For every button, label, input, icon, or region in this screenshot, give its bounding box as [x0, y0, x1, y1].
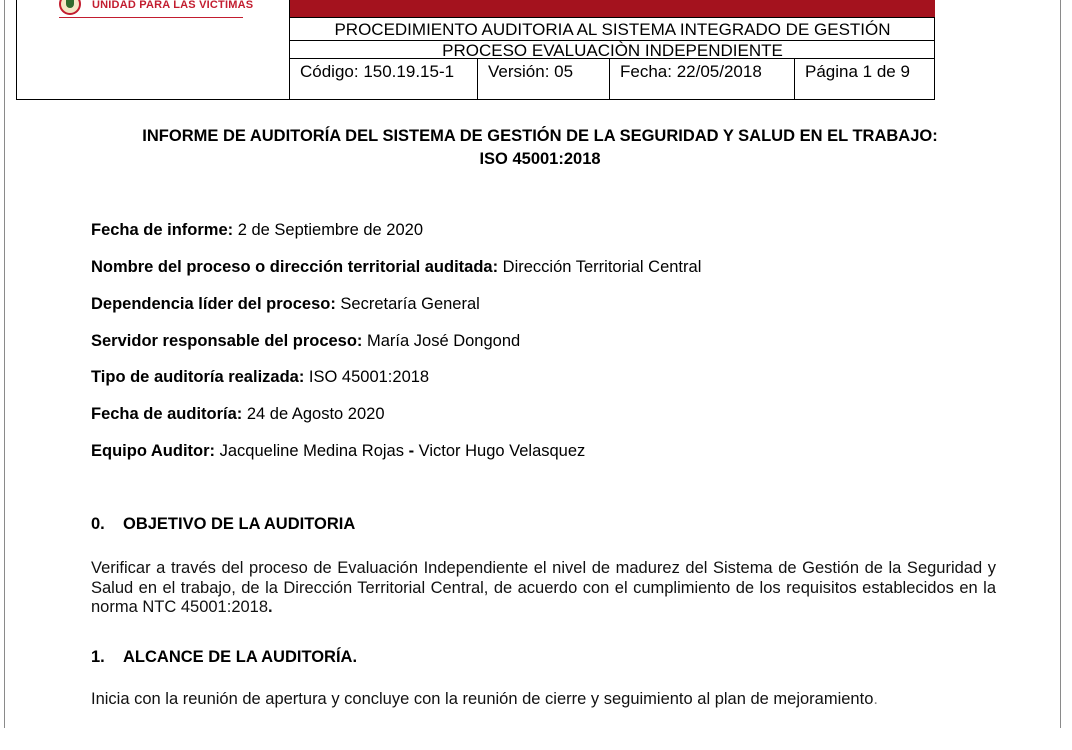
section-alcance-heading — [91, 648, 357, 667]
section-objetivo-text — [91, 559, 996, 618]
document-header-table — [16, 0, 935, 100]
field-label: Fecha de informe: — [91, 221, 234, 239]
field-servidor — [91, 332, 520, 351]
section-number: 1. — [91, 648, 105, 666]
page-edge-left — [4, 0, 5, 728]
field-equipo-auditor — [91, 442, 585, 461]
field-value: Jacqueline Medina Rojas — [215, 442, 409, 460]
paragraph-end: . — [268, 598, 273, 616]
header-process-title: PROCESO EVALUACIÒN INDEPENDIENTE — [290, 41, 935, 59]
report-title — [60, 125, 1020, 171]
field-proceso-auditado — [91, 258, 701, 277]
field-label: Nombre del proceso o dirección territorial auditada: — [91, 258, 499, 276]
section-alcance-text — [91, 690, 996, 710]
field-separator: - — [408, 442, 415, 460]
paragraph-text: Inicia con la reunión de apertura y concluye con la reunión de cierre y seguimiento al plan de mejoramiento — [91, 690, 874, 708]
section-title: ALCANCE DE LA AUDITORÍA. — [123, 648, 358, 666]
field-value: Victor Hugo Velasquez — [414, 442, 586, 460]
field-value: 24 de Agosto 2020 — [242, 405, 385, 423]
logo-underline — [59, 17, 243, 18]
header-fecha: Fecha: 22/05/2018 — [610, 59, 795, 99]
field-label: Fecha de auditoría: — [91, 405, 243, 423]
field-value: 2 de Septiembre de 2020 — [233, 221, 424, 239]
logo-text: UNIDAD PARA LAS VÍCTIMAS — [92, 0, 254, 11]
field-label: Tipo de auditoría realizada: — [91, 368, 305, 386]
coat-of-arms-icon — [59, 0, 81, 15]
header-pagina: Página 1 de 9 — [805, 62, 910, 81]
section-objetivo-heading — [91, 515, 355, 534]
field-value: Secretaría General — [335, 295, 480, 313]
field-label: Dependencia líder del proceso: — [91, 295, 336, 313]
field-fecha-informe — [91, 221, 423, 240]
page-edge-right — [1060, 0, 1061, 728]
paragraph-end: . — [873, 690, 878, 708]
field-fecha-auditoria — [91, 405, 385, 424]
field-value: ISO 45001:2018 — [304, 368, 430, 386]
header-version: Versión: 05 — [478, 59, 610, 99]
report-title-line-1: INFORME DE AUDITORÍA DEL SISTEMA DE GESTIÓN DE LA SEGURIDAD Y SALUD EN EL TRABAJO: — [142, 127, 938, 145]
field-value: María José Dongond — [362, 332, 521, 350]
paragraph-text: Verificar a través del proceso de Evaluación Independiente el nivel de madurez del Sistema de Gestión de la Seguridad y Salud en el trabajo, de la Dirección Territorial Central, de acuerdo con el cumplimiento de los requisitos establecidos en la norma NTC 45001:2018 — [91, 559, 996, 616]
field-dependencia — [91, 295, 480, 314]
header-color-band — [290, 0, 935, 18]
logo-cell — [17, 0, 290, 99]
header-procedure-title: PROCEDIMIENTO AUDITORIA AL SISTEMA INTEGRADO DE GESTIÓN — [290, 18, 935, 41]
report-title-line-2: ISO 45001:2018 — [479, 150, 601, 168]
section-title: OBJETIVO DE LA AUDITORIA — [123, 515, 356, 533]
section-number: 0. — [91, 515, 105, 533]
header-meta-row — [290, 59, 935, 99]
field-label: Equipo Auditor: — [91, 442, 216, 460]
field-tipo-auditoria — [91, 368, 429, 387]
header-codigo: Código: 150.19.15-1 — [290, 59, 478, 99]
field-label: Servidor responsable del proceso: — [91, 332, 363, 350]
field-value: Dirección Territorial Central — [498, 258, 702, 276]
